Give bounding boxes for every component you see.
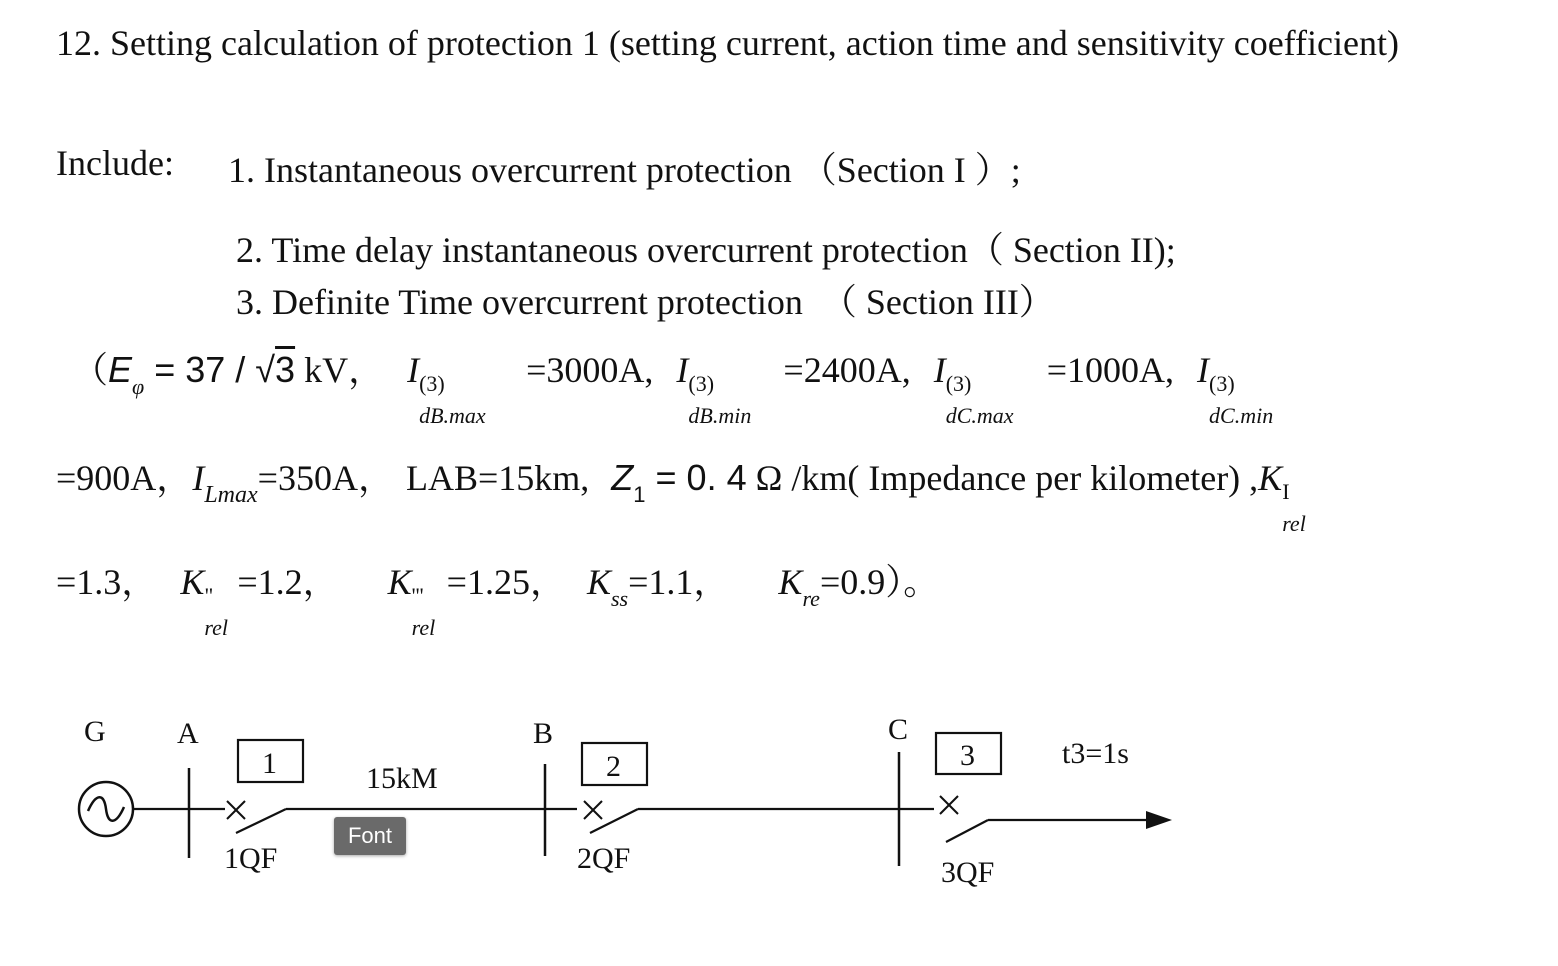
- k3-sup: ''': [411, 583, 424, 608]
- i-dcmax-sub: dC.max: [945, 403, 1014, 428]
- k1-symbol: K: [1258, 458, 1283, 498]
- kre-sub: re: [802, 586, 820, 611]
- i-dbmin-sup: (3): [688, 371, 715, 396]
- label-b: B: [533, 717, 554, 750]
- k3-sub: rel: [411, 615, 436, 640]
- k2-sup: ": [204, 583, 214, 608]
- i-lmax-symbol: I: [192, 458, 205, 498]
- include-item-3: 3. Definite Time overcurrent protection （ Section III）: [236, 282, 1055, 322]
- sqrt-value: 3: [275, 349, 296, 390]
- i-lmax-value: =350A，: [257, 458, 394, 498]
- e-symbol: E: [108, 349, 133, 390]
- question-title: 12. Setting calculation of protection 1 (setting current, action time and sensitivity coefficient): [56, 23, 1399, 63]
- include-label: Include:: [56, 143, 174, 183]
- sqrt-symbol: √: [255, 349, 276, 390]
- include-item-1: 1. Instantaneous overcurrent protection （Section I ）;: [228, 150, 1021, 190]
- label-1qf: 1QF: [224, 842, 278, 875]
- z-value: = 0. 4: [645, 457, 747, 498]
- breaker-3: [940, 796, 988, 842]
- kss-sub: ss: [610, 586, 629, 611]
- label-c: C: [888, 713, 909, 746]
- i-dcmin-sub: dC.min: [1209, 403, 1274, 428]
- k3-value: =1.25，: [446, 562, 566, 602]
- i-dbmax-symbol: I: [407, 350, 420, 390]
- i-dcmax-sup: (3): [945, 371, 972, 396]
- label-g: G: [84, 715, 106, 748]
- k1-value: =1.3，: [56, 562, 158, 602]
- i-dcmin-sup: (3): [1209, 371, 1235, 396]
- label-3qf: 3QF: [941, 856, 995, 889]
- k1-sub: rel: [1282, 511, 1306, 536]
- kre-symbol: K: [778, 562, 803, 602]
- label-a: A: [177, 717, 199, 750]
- z-subscript: 1: [633, 482, 646, 507]
- i-dbmin-value: =2400A,: [783, 350, 911, 390]
- i-dcmin-symbol: I: [1197, 350, 1210, 390]
- i-dcmax-symbol: I: [933, 350, 946, 390]
- breaker-1: [227, 801, 286, 833]
- line-length-label: 15kM: [366, 762, 438, 795]
- i-lmax-sub: Lmax: [204, 482, 258, 508]
- k2-value: =1.2，: [237, 562, 339, 602]
- params-line-2: [56, 457, 1306, 536]
- include-item-2: 2. Time delay instantaneous overcurrent protection（ Section II);: [236, 230, 1176, 270]
- lab-label: LAB=15km,: [405, 458, 590, 498]
- i-dbmax-value: =3000A,: [526, 350, 654, 390]
- z-symbol: Z: [611, 457, 634, 498]
- k2-symbol: K: [180, 562, 205, 602]
- relay-label-2: 2: [606, 750, 621, 783]
- load-arrow: [1146, 811, 1172, 829]
- label-2qf: 2QF: [577, 842, 631, 875]
- breaker-2: [584, 801, 638, 833]
- i-dcmin-value: =900A，: [56, 458, 193, 498]
- kre-value: =0.9）。: [819, 562, 940, 602]
- z-unit: Ω /km( Impedance per kilometer) ,: [746, 458, 1259, 498]
- e-value: = 37 /: [144, 349, 256, 390]
- k1-sup: I: [1282, 479, 1290, 504]
- i-dbmax-sup: (3): [419, 371, 445, 396]
- open-paren: （: [72, 350, 109, 390]
- k2-sub: rel: [204, 615, 228, 640]
- params-line-1: [72, 349, 1274, 428]
- t3-label: t3=1s: [1062, 737, 1129, 770]
- kss-symbol: K: [586, 562, 611, 602]
- i-dbmin-sub: dB.min: [688, 403, 752, 428]
- kss-value: =1.1，: [628, 562, 730, 602]
- i-dcmax-value: =1000A,: [1046, 350, 1175, 390]
- e-unit: kV，: [295, 350, 385, 390]
- power-line-diagram: [0, 690, 1558, 950]
- i-dbmax-sub: dB.max: [419, 403, 486, 428]
- generator-symbol: [79, 782, 133, 836]
- font-tooltip: Font: [334, 817, 406, 855]
- relay-label-1: 1: [262, 747, 277, 780]
- k3-symbol: K: [387, 562, 412, 602]
- i-dbmin-symbol: I: [676, 350, 689, 390]
- relay-label-3: 3: [960, 739, 975, 772]
- e-subscript: φ: [132, 374, 145, 399]
- params-line-3: [56, 562, 940, 640]
